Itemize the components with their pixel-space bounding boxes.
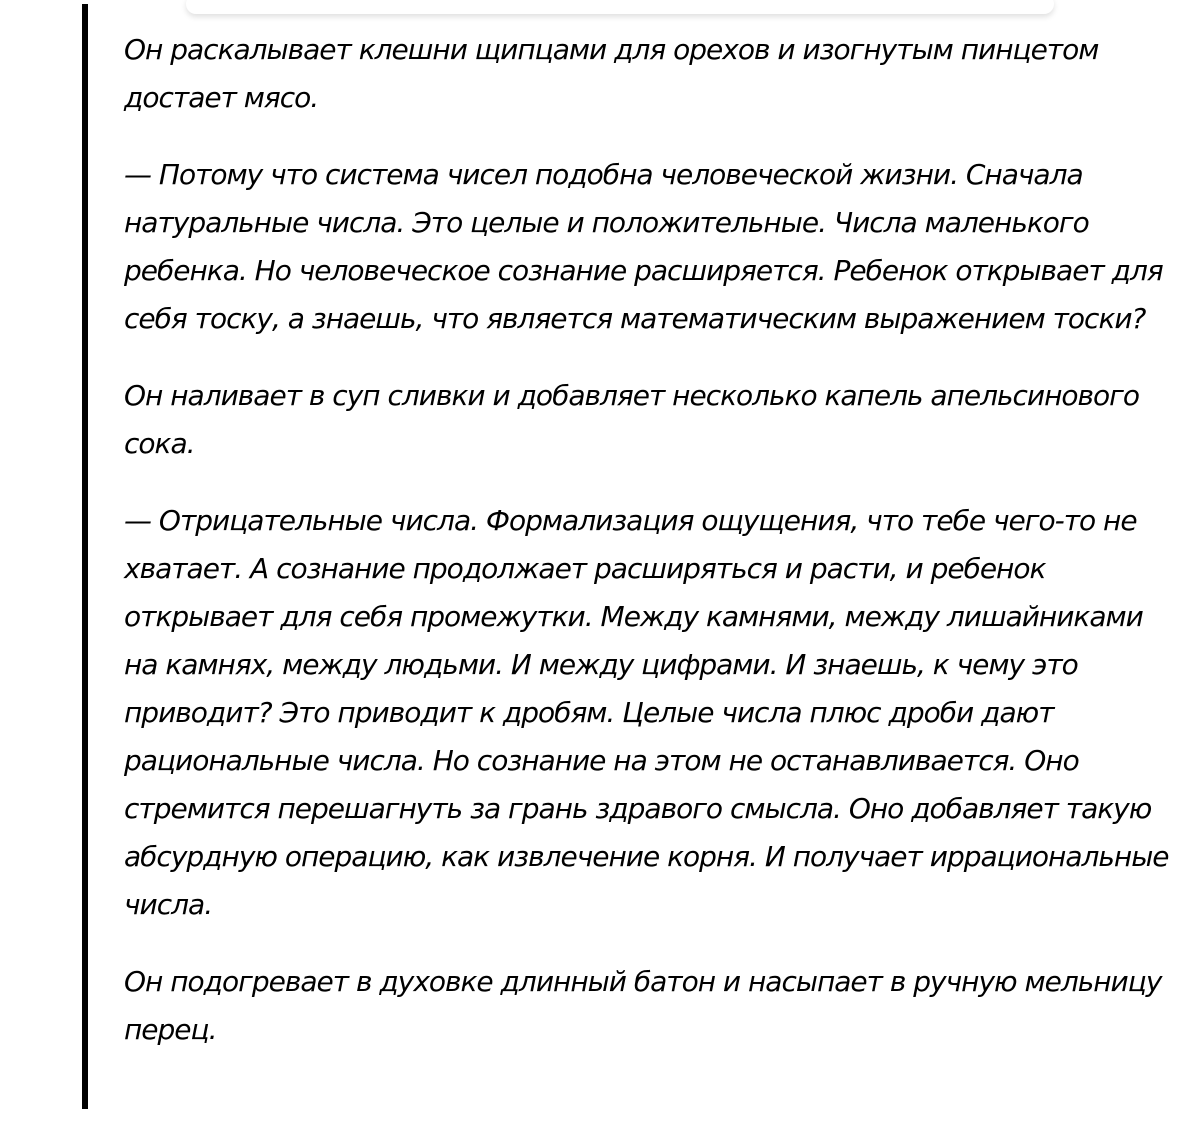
blockquote-bar — [82, 4, 88, 1109]
blockquote — [124, 26, 1180, 1083]
quote-paragraph-2: — Потому что система чисел подобна человеческой жизни. Сначала натуральные числа. Это целые и положительные. Числа маленького ребенка. Но человеческое сознание расширяется. Ребенок открывает для себя тоску, а знаешь, что является математическим выражением тоски? — [124, 158, 1163, 335]
quote-paragraph-3: Он наливает в суп сливки и добавляет несколько капель апельсинового сока. — [124, 379, 1139, 460]
top-card-edge — [186, 0, 1054, 14]
quote-paragraph-1: Он раскалывает клешни щипцами для орехов и изогнутым пинцетом достает мясо. — [124, 33, 1099, 114]
quote-paragraph-4: — Отрицательные числа. Формализация ощущения, что тебе чего-то не хватает. А сознание продолжает расширяться и расти, и ребенок открывает для себя промежутки. Между камнями, между лишайниками на камнях, между людьми. И между цифрами. И знаешь, к чему это приводит? Это приводит к дробям. Целые числа плюс дроби дают рациональные числа. Но сознание на этом не останавливается. Оно стремится перешагнуть за грань здравого смысла. Оно добавляет такую абсурдную операцию, как извлечение корня. И получает иррациональные числа. — [124, 504, 1169, 921]
quote-paragraph-5: Он подогревает в духовке длинный батон и насыпает в ручную мельницу перец. — [124, 965, 1162, 1046]
